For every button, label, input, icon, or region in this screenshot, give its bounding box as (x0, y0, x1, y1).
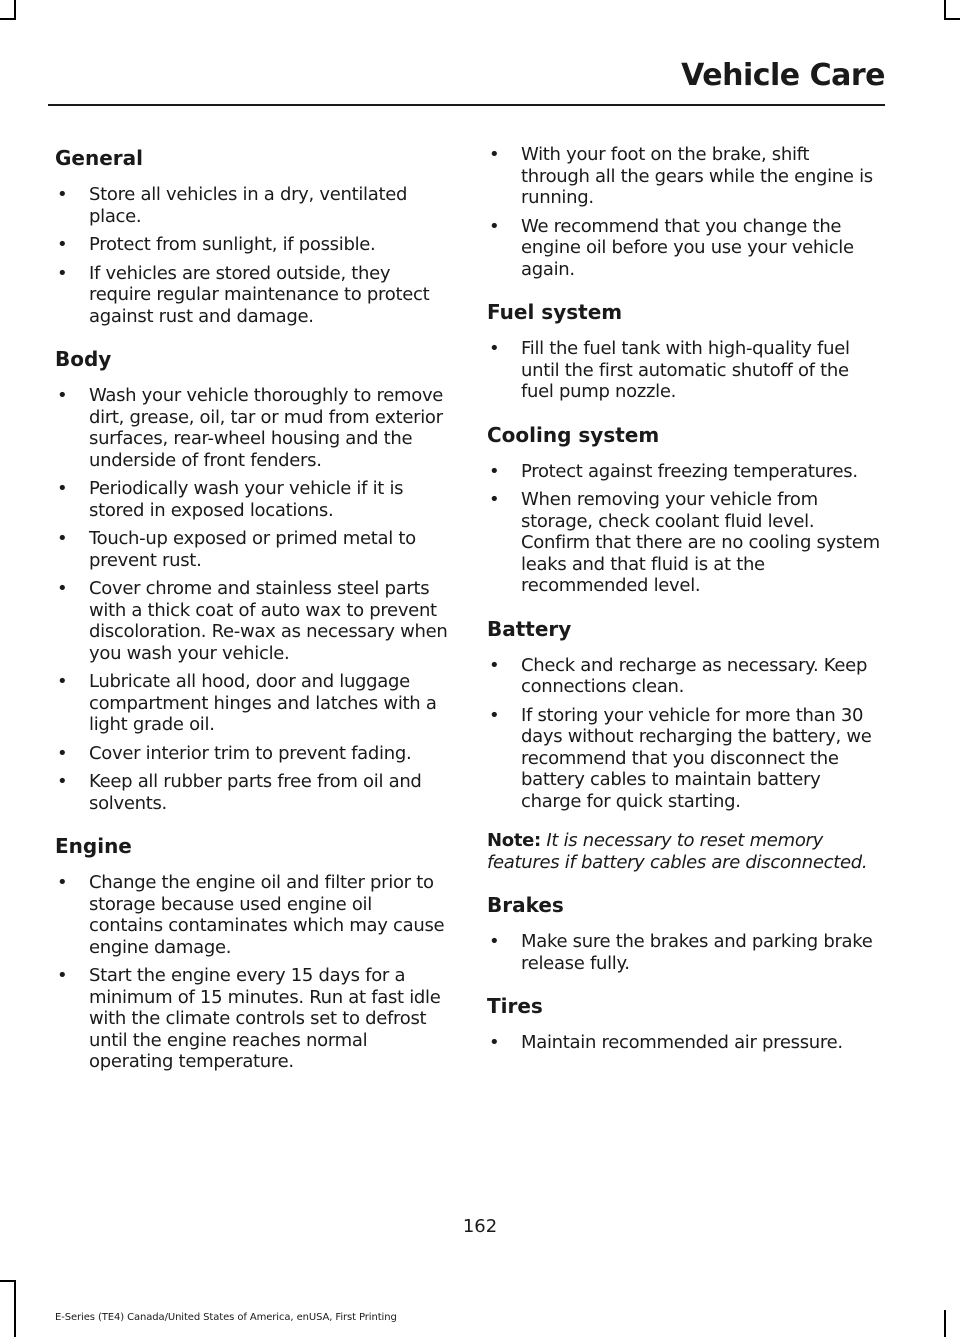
bullet-list-engine-continued (487, 144, 881, 280)
bullet-list-general (55, 184, 449, 327)
bullet: • (57, 872, 68, 893)
bullet: • (57, 742, 68, 764)
bullet-list-brakes (487, 931, 881, 974)
bullet: • (57, 671, 68, 692)
bullet: • (489, 338, 500, 359)
bullet: • (489, 704, 500, 726)
list-item: • Periodically wash your vehicle if it is stored in exposed locations. (57, 478, 404, 521)
section-heading-body: Body (55, 347, 112, 371)
list-item: • Maintain recommended air pressure. (489, 1032, 843, 1053)
bullet-list-engine (55, 872, 449, 1073)
bullet-list-cooling-system (487, 461, 881, 597)
list-item: • When removing your vehicle from storage, check coolant fluid level. Confirm that there are no cooling system leaks and that fluid is at the recommended level. (489, 489, 880, 596)
crop-mark (944, 18, 960, 20)
list-item: • Change the engine oil and filter prior to storage because used engine oil contains contaminates which may cause engine damage. (57, 872, 445, 958)
bullet-list-battery (487, 655, 881, 813)
list-item: • Start the engine every 15 days for a minimum of 15 minutes. Run at fast idle with the climate controls set to defrost until the engine reaches normal operating temperature. (57, 965, 441, 1072)
list-item: • Protect against freezing temperatures. (489, 460, 858, 482)
crop-mark (14, 1280, 16, 1337)
list-item: • Wash your vehicle thoroughly to remove dirt, grease, oil, tar or mud from exterior surfaces, rear-wheel housing and the underside of front fenders. (57, 385, 444, 471)
bullet: • (57, 478, 68, 499)
header-divider (48, 104, 885, 106)
bullet: • (489, 654, 500, 676)
bullet: • (57, 184, 68, 205)
bullet: • (57, 385, 68, 406)
list-item: • Check and recharge as necessary. Keep connections clean. (489, 654, 868, 697)
section-heading-tires: Tires (487, 994, 543, 1018)
list-item: • Cover interior trim to prevent fading. (57, 742, 412, 764)
list-item: • If vehicles are stored outside, they require regular maintenance to protect against rust and damage. (57, 262, 430, 327)
bullet: • (489, 215, 500, 237)
footer-text: E-Series (TE4) Canada/United States of America, enUSA, First Printing (55, 1312, 397, 1323)
list-item: • Fill the fuel tank with high-quality fuel until the first automatic shutoff of the fuel pump nozzle. (489, 338, 850, 402)
bullet: • (57, 578, 68, 599)
bullet: • (57, 262, 68, 284)
page-number: 162 (462, 1216, 498, 1237)
bullet-list-fuel-system (487, 338, 881, 403)
crop-mark (0, 18, 16, 20)
list-item: • Cover chrome and stainless steel parts with a thick coat of auto wax to prevent discoloration. Re-wax as necessary when you wash your vehicle. (57, 578, 448, 664)
left-column (55, 144, 449, 1091)
bullet: • (489, 931, 500, 952)
right-column (487, 144, 881, 1072)
list-item: • Keep all rubber parts free from oil and solvents. (57, 771, 422, 814)
bullet: • (57, 234, 68, 255)
note-text: It is necessary to reset memory features if battery cables are disconnected. (487, 830, 868, 873)
crop-mark (14, 0, 16, 20)
note-label: Note: (487, 830, 541, 851)
crop-mark (0, 1280, 16, 1282)
bullet-list-body (55, 385, 449, 814)
crop-mark (944, 1310, 946, 1337)
section-heading-engine: Engine (55, 834, 132, 858)
list-item: • With your foot on the brake, shift through all the gears while the engine is running. (489, 144, 873, 208)
list-item: • Touch-up exposed or primed metal to prevent rust. (57, 528, 416, 571)
section-heading-general: General (55, 146, 143, 170)
bullet: • (489, 1032, 500, 1053)
list-item: • If storing your vehicle for more than 30 days without recharging the battery, we recommend that you disconnect the battery cables to maintain battery charge for quick starting. (489, 704, 872, 812)
crop-mark (944, 0, 946, 20)
bullet: • (57, 771, 68, 792)
bullet: • (489, 144, 500, 165)
bullet-list-tires (487, 1032, 881, 1054)
bullet: • (57, 965, 68, 986)
bullet: • (57, 528, 68, 549)
page-title: Vehicle Care (681, 58, 885, 93)
list-item: • Make sure the brakes and parking brake release fully. (489, 931, 873, 974)
section-heading-brakes: Brakes (487, 893, 564, 917)
list-item: • Protect from sunlight, if possible. (57, 234, 376, 255)
battery-note (487, 830, 881, 873)
bullet: • (489, 460, 500, 482)
section-heading-cooling-system: Cooling system (487, 422, 660, 447)
list-item: • Store all vehicles in a dry, ventilated place. (57, 184, 408, 227)
list-item: • We recommend that you change the engine oil before you use your vehicle again. (489, 215, 854, 280)
bullet: • (489, 489, 500, 510)
section-heading-battery: Battery (487, 616, 572, 641)
section-heading-fuel-system: Fuel system (487, 300, 623, 324)
list-item: • Lubricate all hood, door and luggage compartment hinges and latches with a light grade oil. (57, 671, 437, 735)
